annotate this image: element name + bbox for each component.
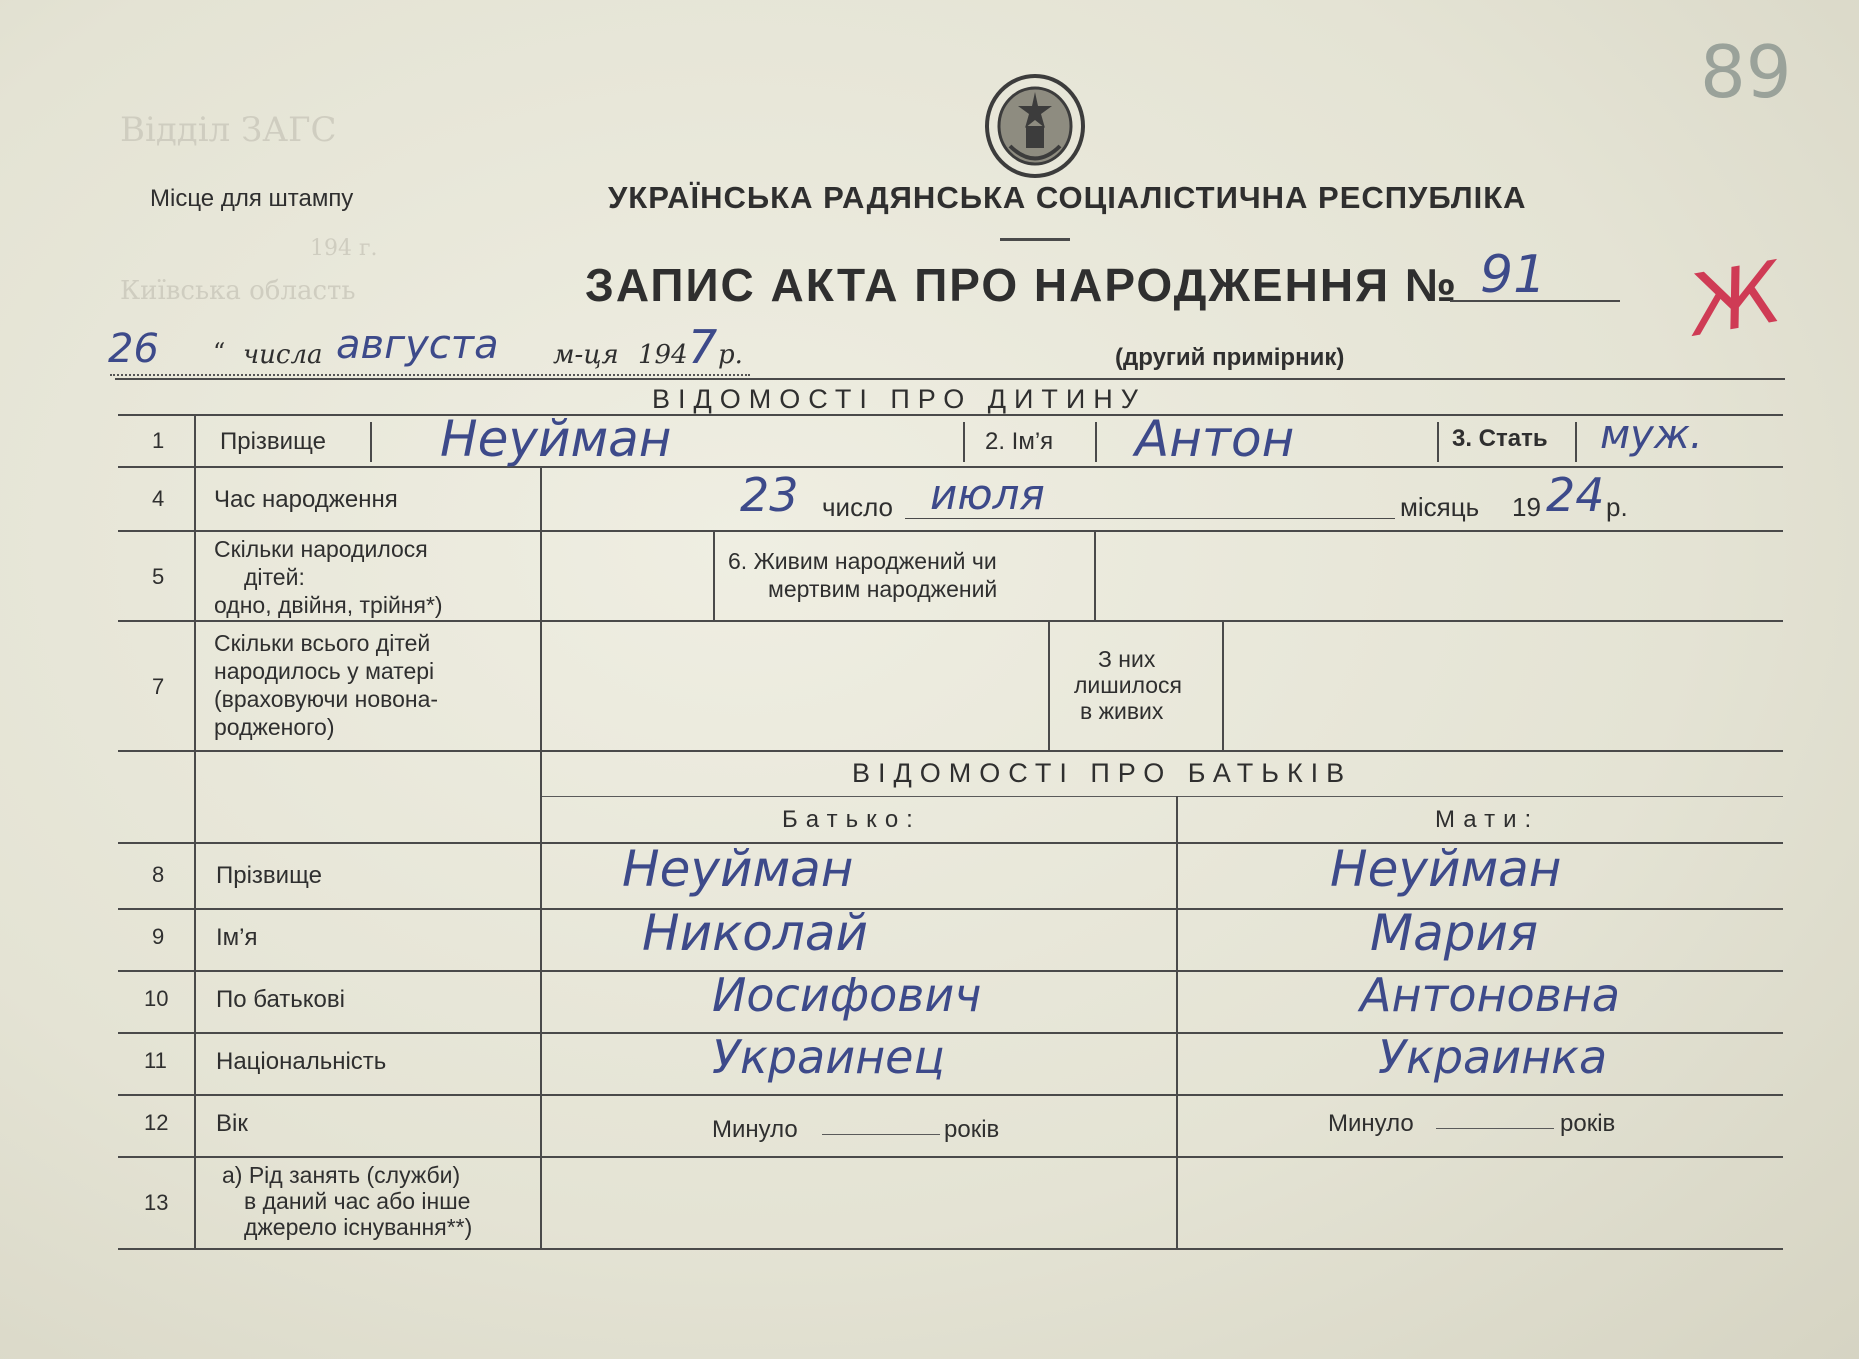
alive-dead-label-2: мертвим народжений [768,576,998,602]
archive-page-number: 89 [1700,30,1792,114]
section-child-heading: ВІДОМОСТІ ПРО ДИТИНУ [652,384,1146,414]
grid-vline-parents [1176,796,1178,1248]
grid-vline-r1e [1575,422,1577,462]
row13-number: 13 [144,1190,169,1215]
grid-vline-num [194,414,196,1248]
births-count-label-2: дітей: [244,564,305,590]
date-day-word: числа [243,340,323,370]
parent-name-label: Ім’я [216,924,258,951]
birth-day-value: 23 [740,468,799,522]
father-age-lived: Минуло [712,1116,798,1143]
date-month-word: м-ця [553,340,619,370]
date-year-prefix: 194 [638,340,688,370]
given-name-label: 2. Ім’я [985,428,1054,455]
child-sex-value: муж. [1600,412,1703,458]
grid-line [118,620,1783,622]
mother-age-years: років [1560,1110,1616,1137]
parent-surname-label: Прізвище [216,862,322,889]
grid-line [118,750,1783,752]
birth-day-word: число [822,492,893,522]
father-name-value: Николай [642,904,868,962]
birth-month-value: июля [930,470,1045,519]
total-children-label-4: родженого) [214,714,335,740]
father-patronymic-value: Иосифович [712,968,982,1022]
father-column-header: Батько: [782,806,921,833]
grid-line [118,1248,1783,1250]
red-pencil-mark: Ж [1682,242,1789,356]
grid-line [118,466,1783,468]
faded-stamp-year: 194 г. [310,236,378,261]
father-surname-value: Неуйман [622,840,854,898]
section-child-top-line [115,378,1785,380]
republic-heading: УКРАЇНСЬКА РАДЯНСЬКА СОЦІАЛІСТИЧНА РЕСПУБЛІКА [608,180,1527,215]
alive-dead-label-1: 6. Живим народжений чи [728,548,997,574]
mother-patronymic-value: Антоновна [1360,968,1621,1022]
surname-label: Прізвище [220,428,326,455]
grid-vline-label [540,466,542,1248]
faded-stamp-line1: Відділ ЗАГС [120,110,337,150]
grid-vline-r1d [1437,422,1439,462]
stamp-place-label: Місце для штампу [150,185,354,212]
total-children-label-2: народилось у матері [214,658,435,684]
birth-month-underline [905,518,1395,519]
date-year-unit: р. [718,340,743,370]
date-open-quote: “ [213,338,226,366]
faded-stamp-region: Київська область [120,276,356,306]
mother-column-header: Мати: [1435,806,1540,833]
birth-year-prefix: 19 [1512,492,1541,522]
date-line-dots [110,374,750,376]
occupation-label-1: а) Рід занять (служби) [222,1162,461,1188]
births-count-label-3: одно, двійня, трійня*) [214,592,443,618]
grid-vline-r1b [963,422,965,462]
row9-number: 9 [152,924,165,949]
father-nationality-value: Украинец [712,1030,945,1084]
date-month-value: августа [336,322,499,368]
grid-vline-r1a [370,422,372,462]
grid-line [540,796,1783,797]
row7-number: 7 [152,674,165,699]
row11-number: 11 [144,1048,167,1073]
grid-line [118,1094,1783,1096]
grid-vline-alive-right [1222,620,1224,750]
sex-label: 3. Стать [1452,425,1548,452]
nationality-label: Національність [216,1048,387,1075]
record-number-underline [1450,300,1620,302]
alive-count-label-3: в живих [1080,698,1164,724]
patronymic-label: По батькові [216,986,345,1013]
row8-number: 8 [152,862,165,887]
row10-number: 10 [144,986,169,1011]
total-children-label-1: Скільки всього дітей [214,630,431,656]
total-children-label-3: (враховуючи новона- [214,686,439,712]
document-title: ЗАПИС АКТА ПРО НАРОДЖЕННЯ № [585,259,1459,311]
alive-count-label-1: З них [1098,646,1156,672]
grid-line [118,414,1783,416]
row4-number: 4 [152,486,165,511]
grid-vline-alive-left [1048,620,1050,750]
mother-name-value: Мария [1370,904,1539,962]
heading-divider [1000,238,1070,241]
row1-number: 1 [152,428,165,453]
mother-nationality-value: Украинка [1378,1030,1608,1084]
birth-year-unit: р. [1606,492,1628,522]
occupation-label-2: в даний час або інше [244,1188,471,1214]
father-age-years: років [944,1116,1000,1143]
record-number-value: 91 [1480,245,1547,305]
birth-month-word: місяць [1400,492,1480,522]
mother-age-lived: Минуло [1328,1110,1414,1137]
child-surname-value: Неуйман [440,410,672,468]
father-age-blank [822,1134,940,1135]
mother-age-blank [1436,1128,1554,1129]
row12-number: 12 [144,1110,169,1135]
births-count-label-1: Скільки народилося [214,536,428,562]
grid-line [118,530,1783,532]
state-emblem-icon [980,66,1090,181]
child-given-name-value: Антон [1135,410,1295,468]
birth-time-label: Час народження [214,486,398,513]
mother-surname-value: Неуйман [1330,840,1562,898]
alive-count-label-2: лишилося [1074,672,1182,698]
grid-vline-q6-left [713,530,715,620]
row5-number: 5 [152,564,165,589]
age-label: Вік [216,1110,248,1137]
date-year-suffix: 7 [688,320,718,374]
occupation-label-3: джерело існування**) [244,1214,473,1240]
copy-note: (другий примірник) [1115,344,1345,371]
grid-line [118,1156,1783,1158]
birth-year-suffix: 24 [1546,468,1605,522]
grid-vline-q6-right [1094,530,1096,620]
date-day-value: 26 [108,326,159,372]
grid-vline-r1c [1095,422,1097,462]
section-parents-heading: ВІДОМОСТІ ПРО БАТЬКІВ [852,758,1353,788]
